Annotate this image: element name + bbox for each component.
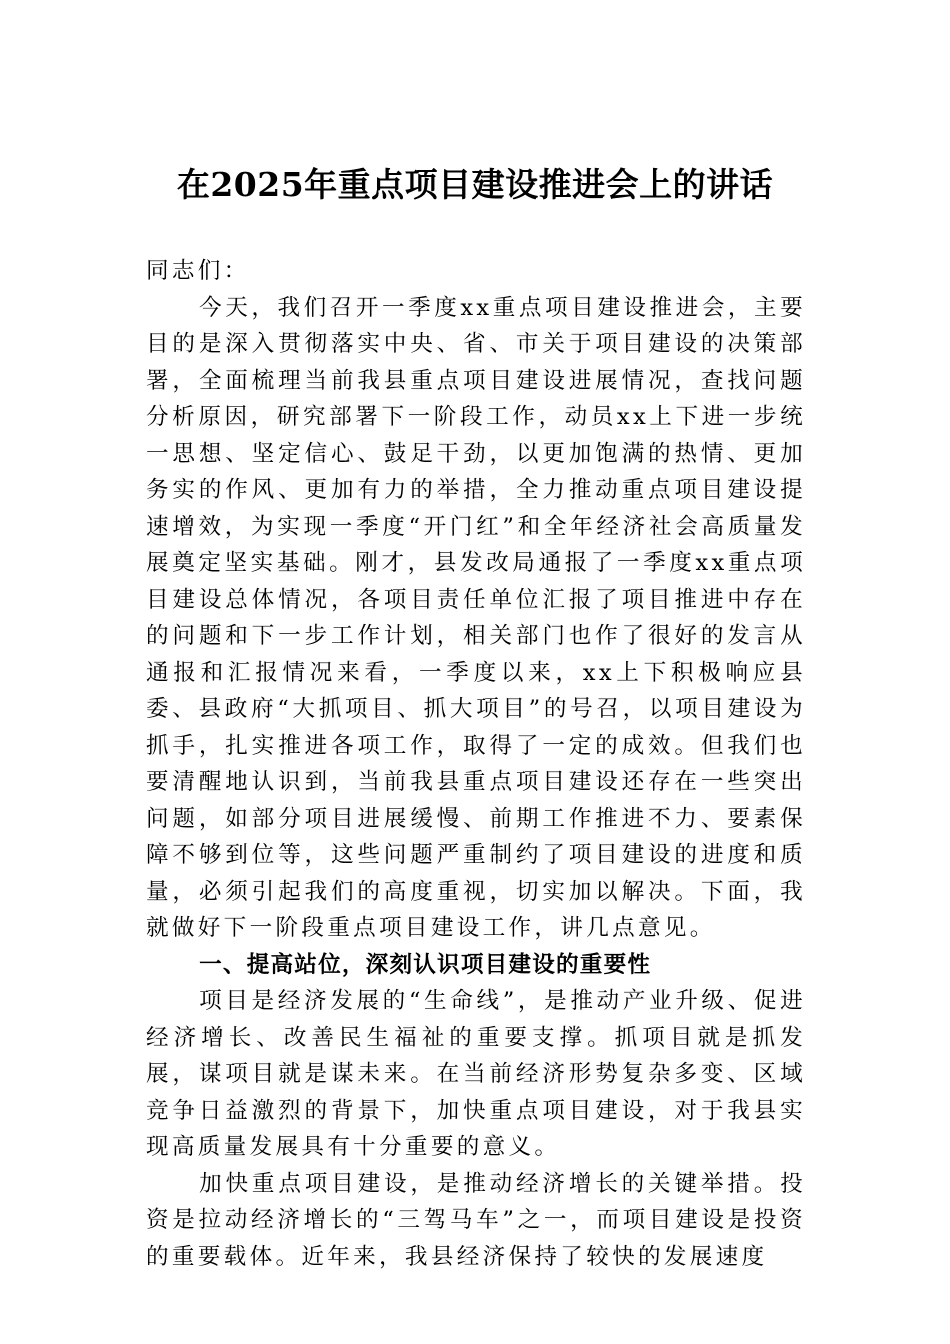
section-paragraph-2: 加快重点项目建设，是推动经济增长的关键举措。投资是拉动经济增长的“三驾马车”之一，而项目建设是投资的重要载体。近年来，我县经济保持了较快的发展速度: [146, 1170, 806, 1270]
salutation: 同志们：: [146, 258, 250, 284]
document-body: [146, 253, 806, 1275]
section-heading: 一、提高站位，深刻认识项目建设的重要性: [199, 951, 652, 978]
section-paragraph-1: 项目是经济发展的“生命线”，是推动产业升级、促进经济增长、改善民生福祉的重要支撑。抓项目就是抓发展，谋项目就是谋未来。在当前经济形势复杂多变、区域竞争日益激烈的背景下，加快重点项目建设，对于我县实现高质量发展具有十分重要的意义。: [146, 988, 806, 1160]
document-title: 在2025年重点项目建设推进会上的讲话: [176, 165, 774, 204]
opening-paragraph: 今天，我们召开一季度xx重点项目建设推进会，主要目的是深入贯彻落实中央、省、市关于项目建设的决策部署，全面梳理当前我县重点项目建设进展情况，查找问题分析原因，研究部署下一阶段工作，动员xx上下进一步统一思想、坚定信心、鼓足干劲，以更加饱满的热情、更加务实的作风、更加有力的举措，全力推动重点项目建设提速增效，为实现一季度“开门红”和全年经济社会高质量发展奠定坚实基础。刚才，县发改局通报了一季度xx重点项目建设总体情况，各项目责任单位汇报了项目推进中存在的问题和下一步工作计划，相关部门也作了很好的发言从通报和汇报情况来看，一季度以来，xx上下积极响应县委、县政府“大抓项目、抓大项目”的号召，以项目建设为抓手，扎实推进各项工作，取得了一定的成效。但我们也要清醒地认识到，当前我县重点项目建设还存在一些突出问题，如部分项目进展缓慢、前期工作推进不力、要素保障不够到位等，这些问题严重制约了项目建设的进度和质量，必须引起我们的高度重视，切实加以解决。下面，我就做好下一阶段重点项目建设工作，讲几点意见。: [146, 294, 806, 941]
